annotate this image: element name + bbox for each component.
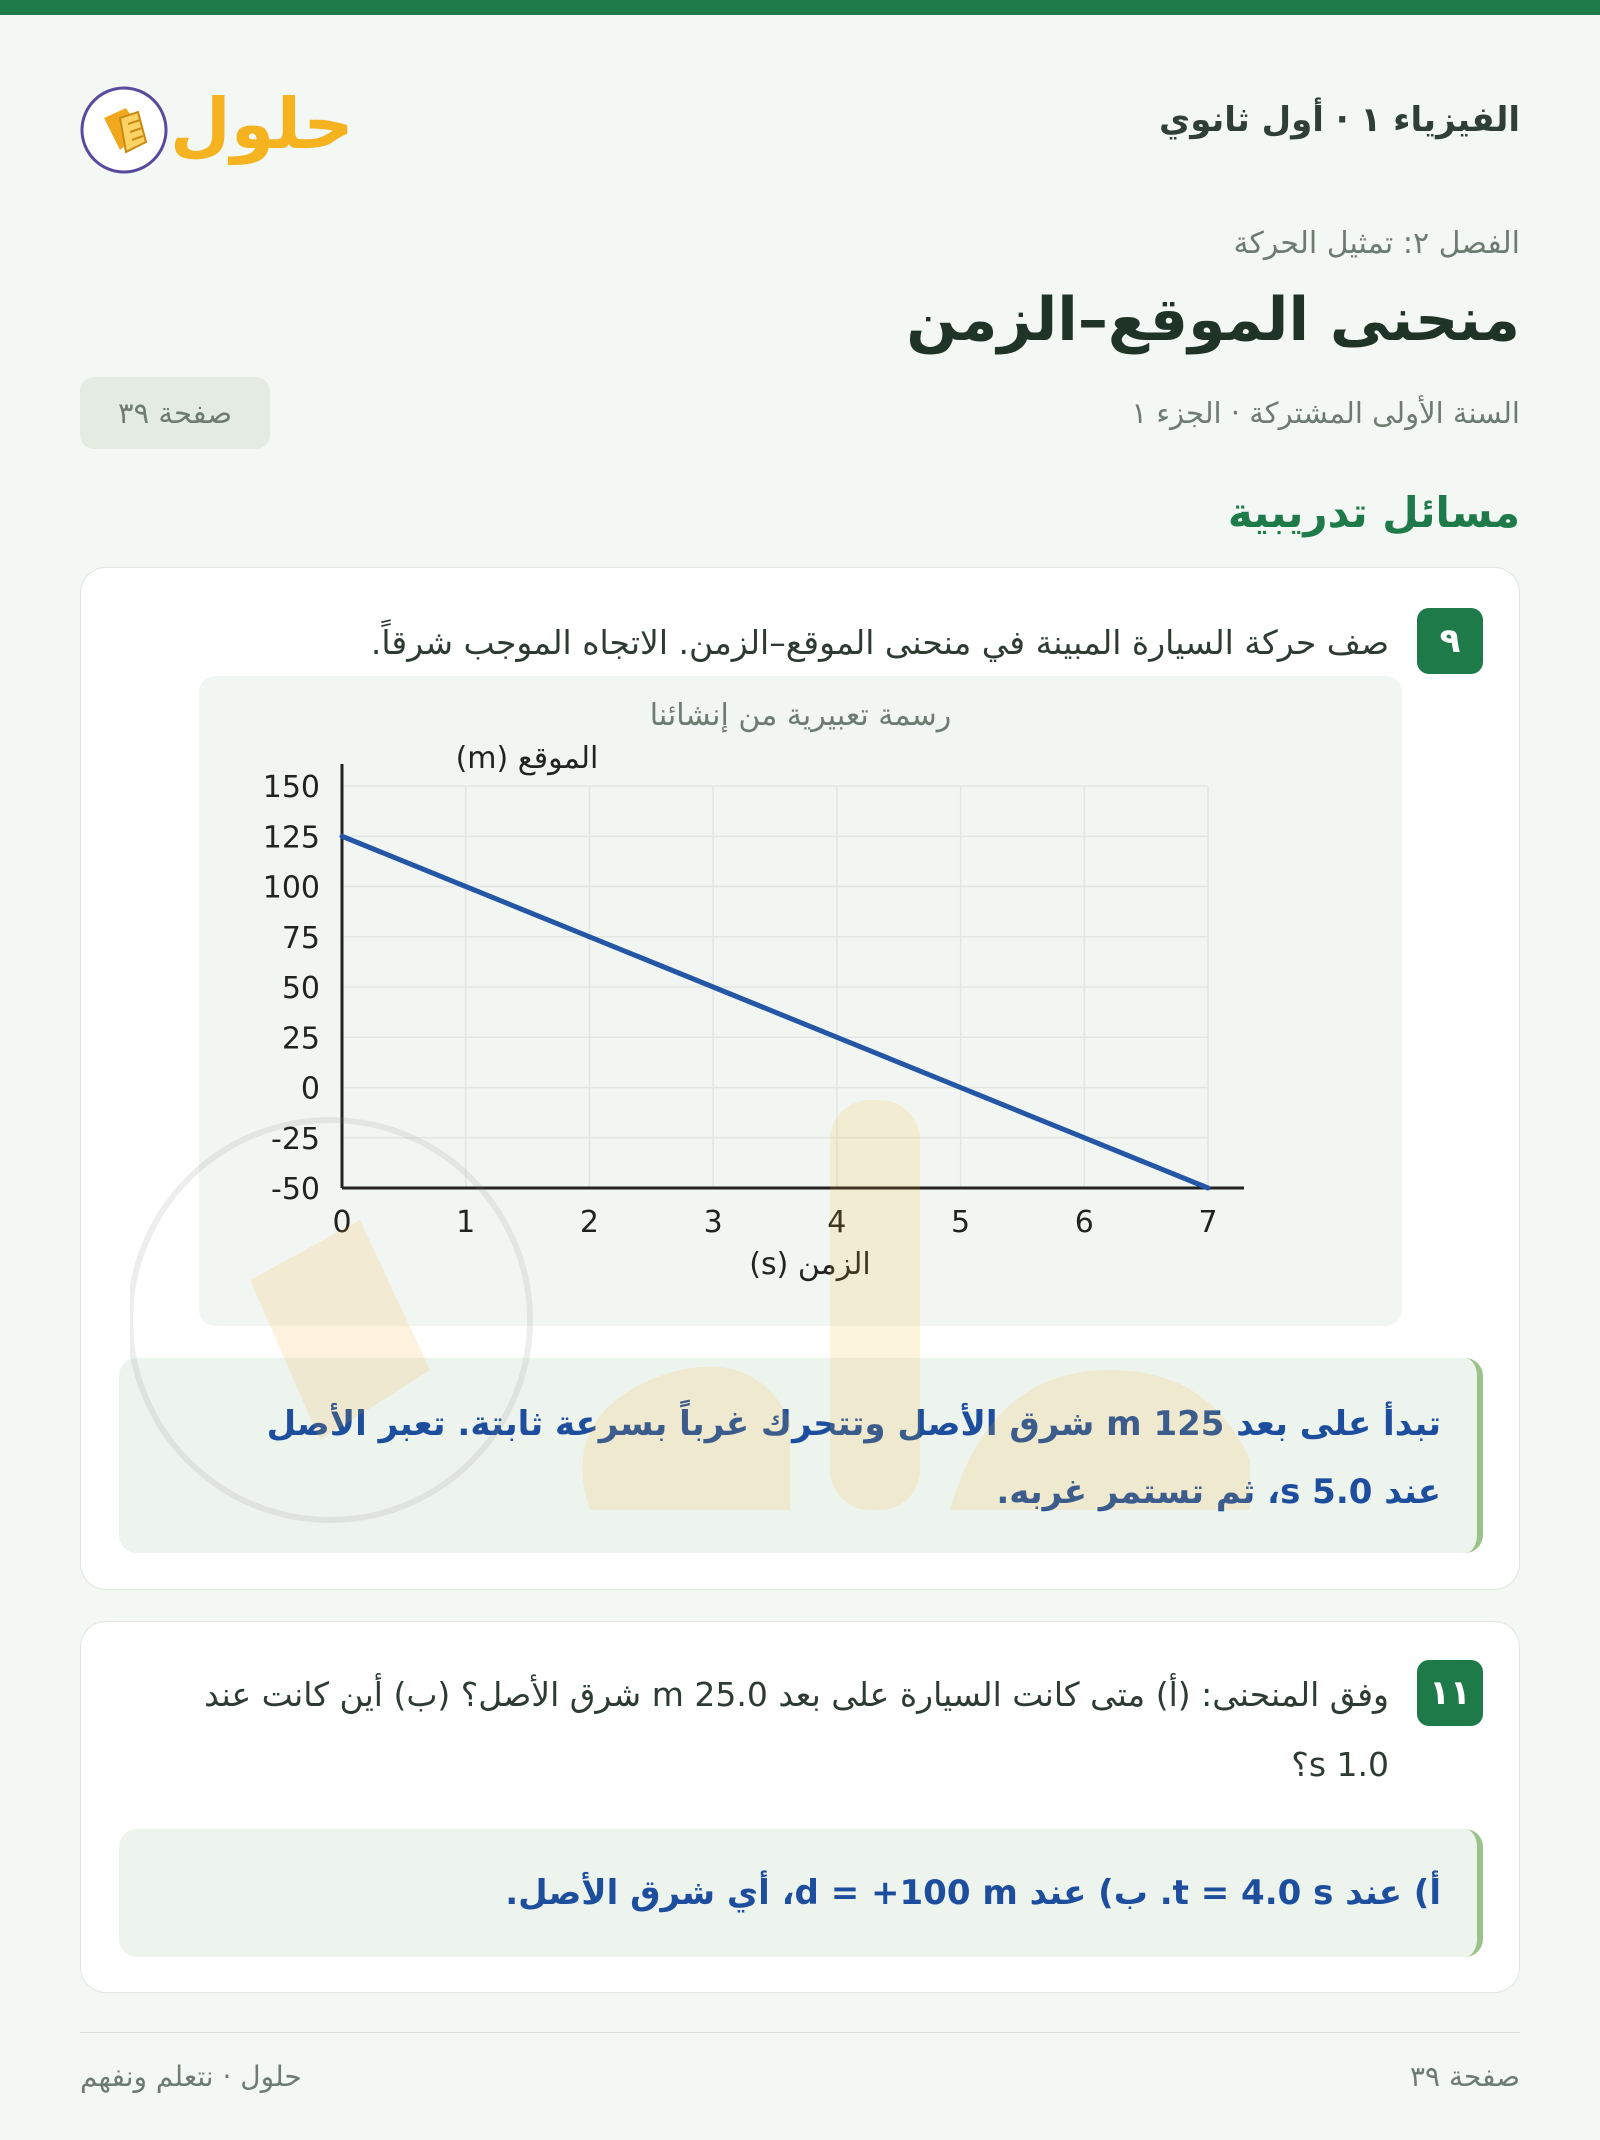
answer-box: أ) عند t = 4.0 s. ب) عند d = +100 m، أي شرق الأصل. [119,1829,1483,1957]
x-tick-label: 0 [332,1205,352,1240]
top-accent-bar [0,0,1600,15]
x-tick-label: 7 [1198,1205,1218,1240]
hulool-logo [80,60,360,180]
x-tick-label: 2 [579,1205,599,1240]
footer-brand: حلول · نتعلم ونفهم [80,2060,302,2093]
chapter-label: الفصل ٢: تمثيل الحركة [1233,226,1520,261]
page-badge: صفحة ٣٩ [80,377,270,449]
y-tick-label: 75 [281,920,320,956]
question-text: صف حركة السيارة المبينة في منحنى الموقع–الزمن. الاتجاه الموجب شرقاً. [370,623,1389,662]
x-tick-label: 3 [703,1205,723,1240]
footer-divider [80,2032,1520,2033]
x-axis-label: الزمن (s) [749,1247,871,1282]
question-number: ١١ [1417,1660,1483,1726]
x-tick-label: 5 [951,1205,971,1240]
position-time-figure [199,676,1402,1326]
y-tick-label: 125 [262,820,320,856]
y-tick-label: 25 [281,1021,320,1057]
x-tick-label: 6 [1074,1205,1094,1240]
course-title: الفيزياء ١ · أول ثانوي [1159,100,1520,140]
x-tick-label: 4 [827,1205,847,1240]
y-tick-label: 150 [262,770,320,805]
x-tick-label: 1 [456,1205,476,1240]
answer-box [119,1358,1483,1553]
y-tick-label: 50 [281,971,320,1006]
question-text: وفق المنحنى: (أ) متى كانت السيارة على بعد 25.0 m شرق الأصل؟ (ب) أين كانت عند 1.0 s؟ [204,1675,1389,1784]
page-title: منحنى الموقع–الزمن [906,285,1520,355]
footer-page-number: صفحة ٣٩ [1409,2060,1520,2093]
y-tick-label: 0 [300,1071,320,1107]
position-time-chart [199,676,1402,1326]
logo-text: حلول [170,83,354,165]
answer-line-1: تبدأ على بعد 125 m شرق الأصل وتتحرك غرباً بسرعة ثابتة. تعبر الأصل [266,1404,1441,1444]
answer-line-2: عند 5.0 s، ثم تستمر غربه. [996,1472,1441,1512]
question-card-11 [80,1621,1520,1993]
question-card-9 [80,567,1520,1590]
y-tick-label: -25 [271,1121,320,1157]
question-number: ٩ [1417,608,1483,674]
y-axis-label: الموقع (m) [455,741,599,776]
page-header [80,60,1520,180]
y-tick-label: 100 [262,870,320,906]
course-meta: السنة الأولى المشتركة · الجزء ١ [1131,396,1520,430]
figure-caption: رسمة تعبيرية من إنشائنا [649,698,952,733]
position-time-line [342,836,1208,1188]
section-title: مسائل تدريبية [1227,488,1520,537]
y-tick-label: -50 [271,1172,320,1207]
